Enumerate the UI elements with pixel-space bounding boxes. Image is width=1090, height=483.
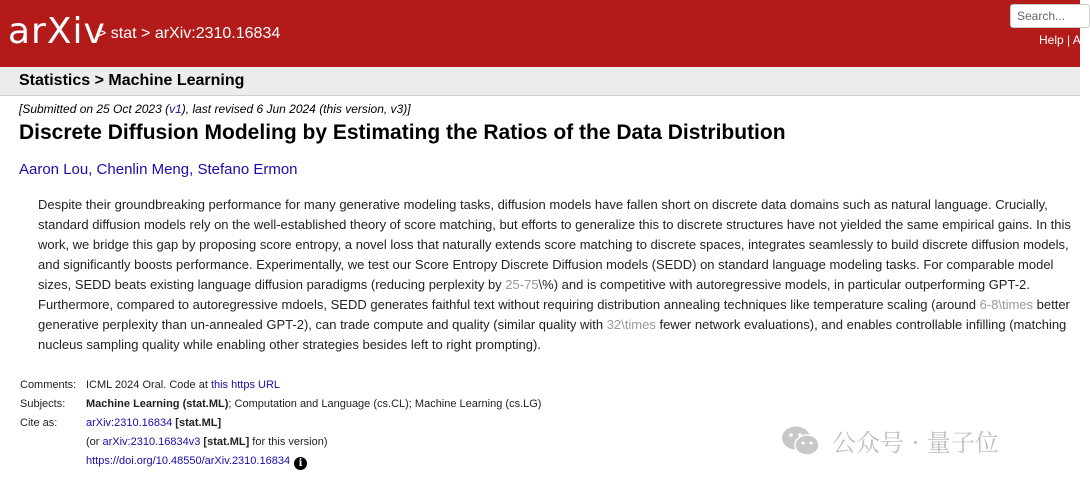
cite-version-pre: (or: [86, 436, 103, 448]
cite-version-tag: [stat.ML]: [203, 436, 250, 448]
math-span: 25-75: [505, 277, 539, 292]
primary-subject: Machine Learning (stat.ML): [86, 398, 229, 410]
submission-dateline: [19, 102, 411, 116]
abstract-line: and significantly boosts performance. Experimentally, we test our Score Entropy Discrete Diffusion models (SEDD) on standard language modeling tasks. For comparable model: [38, 257, 1054, 272]
help-link[interactable]: Help: [1039, 33, 1064, 47]
subject-bar: [0, 67, 1080, 96]
cite-row: [20, 414, 541, 433]
empty-label: [20, 452, 86, 471]
wechat-watermark: [780, 423, 999, 458]
abstract-text: \%) and is competitive with autoregressive models, in particular outperforming GPT-2.: [538, 277, 1030, 292]
abstract-text: fewer network evaluations), and enables controllable infilling (matching: [655, 317, 1067, 332]
abstract-text: better: [1033, 297, 1070, 312]
arxiv-header: [0, 0, 1088, 67]
math-span: 6-8\times: [979, 297, 1034, 312]
subject-title: Statistics > Machine Learning: [19, 72, 245, 89]
abstract-line: work, we bridge this gap by proposing score entropy, a novel loss that naturally extends score matching to discrete spaces, integrates seamlessly to build discrete diffusion models,: [38, 237, 1069, 252]
watermark-text: 公众号 · 量子位: [832, 429, 999, 457]
breadcrumb[interactable]: > stat > arXiv:2310.16834: [97, 25, 281, 42]
abstract-text: sizes, SEDD beats existing language diffusion paradigms (reducing perplexity by: [38, 277, 506, 292]
cite-value: [86, 414, 221, 433]
wechat-icon: [780, 424, 822, 458]
paper-title: Discrete Diffusion Modeling by Estimating the Ratios of the Data Distribution: [19, 121, 786, 144]
math-span: 32\times: [606, 317, 656, 332]
cite-version-post: for this version): [249, 436, 328, 448]
cite-version-row: [20, 433, 541, 452]
abstract-line: Despite their groundbreaking performance for many generative modeling tasks, diffusion models have fallen short on discrete data domains such as natural language. Crucially,: [38, 197, 1048, 212]
comments-value: [86, 376, 280, 395]
arxiv-logo[interactable]: [8, 10, 106, 54]
search-input[interactable]: [1010, 4, 1090, 28]
version-v1-link[interactable]: v1: [169, 102, 182, 116]
help-links: [1039, 33, 1088, 47]
comments-label: Comments:: [20, 379, 77, 391]
empty-label: [20, 433, 86, 452]
dateline-text: [Submitted on 25 Oct 2023 (: [19, 102, 170, 116]
arxiv-id-link[interactable]: arXiv:2310.16834: [86, 417, 173, 429]
abstract-line: standard diffusion models rely on the well-established theory of score matching, but efforts to generalize this to discrete structures have not yielded the same empirical gains. In this: [38, 217, 1071, 232]
comments-text: ICML 2024 Oral. Code at: [86, 379, 211, 391]
cite-label: Cite as:: [20, 417, 58, 429]
author-list[interactable]: Aaron Lou, Chenlin Meng, Stefano Ermon: [19, 161, 298, 178]
doi-row: [20, 452, 541, 471]
doi-value: [86, 452, 307, 471]
abstract-line: nucleus sampling quality while enabling other strategies besides left to right prompting).: [38, 337, 541, 352]
abstract-line: [38, 295, 1070, 315]
arxiv-logo-text: arXiv: [8, 11, 106, 52]
subjects-row: [20, 395, 541, 414]
subjects-value: [86, 395, 541, 414]
abstract-text: generative perplexity than un-annealed GPT-2), can trade compute and quality (similar quality with: [38, 317, 607, 332]
abstract-text: Furthermore, compared to autoregressive mdoels, SEDD generates faithful text without requiring distribution annealing techniques like temperature scaling (around: [38, 297, 980, 312]
cite-tag: [stat.ML]: [175, 417, 222, 429]
advanced-link[interactable]: | Ad: [1063, 33, 1088, 47]
metadata-table: [20, 376, 541, 471]
comments-row: [20, 376, 541, 395]
abstract-line: [38, 315, 1067, 335]
subjects-label: Subjects:: [20, 398, 66, 410]
cite-version-value: [86, 433, 328, 452]
abstract: [38, 195, 1071, 355]
dateline-text-2: ), last revised 6 Jun 2024 (this version, v3)]: [181, 102, 411, 116]
abstract-line: [38, 275, 1058, 295]
code-url-link[interactable]: this https URL: [210, 379, 281, 391]
arxiv-version-link[interactable]: arXiv:2310.16834v3: [102, 436, 201, 448]
info-icon[interactable]: i: [294, 457, 307, 470]
doi-link[interactable]: https://doi.org/10.48550/arXiv.2310.16834: [86, 455, 291, 467]
secondary-subjects: ; Computation and Language (cs.CL); Machine Learning (cs.LG): [228, 398, 542, 410]
